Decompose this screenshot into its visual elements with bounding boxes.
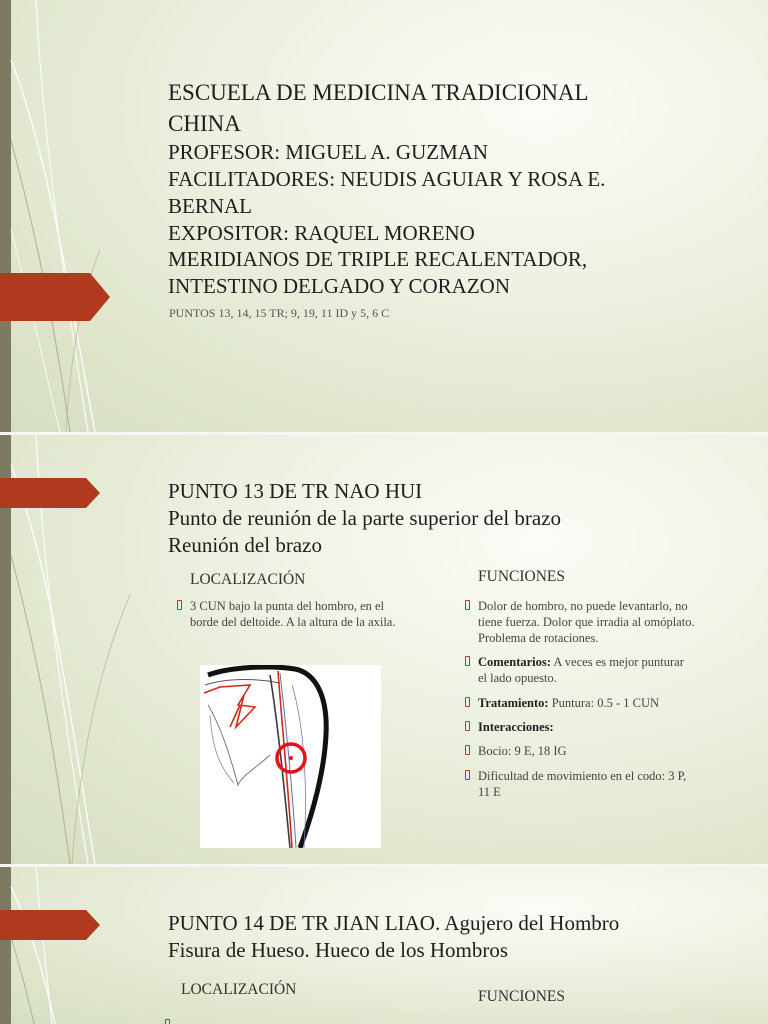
slide-title-line: Punto de reunión de la parte superior del brazo (168, 506, 562, 530)
slide-title (0, 0, 768, 432)
slide-title-line: Fisura de Hueso. Hueco de los Hombros (168, 938, 509, 962)
bullet-icon (465, 656, 470, 666)
localizacion-bullet (190, 598, 395, 630)
bullet-line: Problema de rotaciones. (478, 631, 599, 645)
title-line: PROFESOR: MIGUEL A. GUZMAN (168, 140, 489, 164)
funciones-heading: FUNCIONES (478, 988, 565, 1005)
funciones-bullet (478, 768, 686, 800)
bullet-line: 11 E (478, 785, 501, 799)
slide-title-line: PUNTO 14 DE TR JIAN LIAO. Agujero del Hombro (168, 911, 620, 935)
slide-punto-14 (0, 867, 768, 1024)
funciones-bullet (478, 598, 695, 646)
bullet-line (478, 654, 684, 670)
bullet-icon (177, 600, 182, 610)
funciones-bullet (478, 743, 567, 759)
localizacion-heading: LOCALIZACIÓN (190, 571, 306, 588)
red-tab-marker (0, 273, 110, 321)
bullet-line (478, 695, 659, 711)
bullet-label: Tratamiento: (478, 696, 549, 710)
bullet-line: Bocio: 9 E, 18 IG (478, 744, 567, 758)
bullet-icon (465, 697, 470, 707)
title-line: EXPOSITOR: RAQUEL MORENO (168, 221, 475, 245)
slide-title-line: Reunión del brazo (168, 533, 322, 557)
funciones-heading: FUNCIONES (478, 568, 565, 585)
bullet-line: borde del deltoide. A la altura de la axila. (190, 615, 396, 629)
bullet-icon (465, 745, 470, 755)
slide-subtitle: PUNTOS 13, 14, 15 TR; 9, 19, 11 ID y 5, 6 C (169, 306, 390, 320)
slide-title-line: PUNTO 13 DE TR NAO HUI (168, 479, 423, 503)
bullet-text: Puntura: 0.5 - 1 CUN (548, 696, 660, 710)
bullet-line: Dificultad de movimiento en el codo: 3 P, (478, 769, 687, 783)
bullet-icon (165, 1019, 170, 1024)
title-line: MERIDIANOS DE TRIPLE RECALENTADOR, (168, 247, 588, 271)
bullet-line (478, 719, 554, 735)
title-line: INTESTINO DELGADO Y CORAZON (168, 274, 510, 298)
bullet-icon (465, 600, 470, 610)
red-tab-marker (0, 910, 100, 940)
bullet-text: A veces es mejor punturar (550, 655, 684, 669)
title-line: FACILITADORES: NEUDIS AGUIAR Y ROSA E. (168, 167, 606, 191)
title-line: ESCUELA DE MEDICINA TRADICIONAL (168, 80, 589, 105)
arm-anatomy-illustration (200, 665, 381, 848)
slide-punto-13 (0, 435, 768, 864)
bullet-icon (465, 721, 470, 731)
bullet-label: Interacciones: (478, 720, 554, 734)
bullet-label: Comentarios: (478, 655, 551, 669)
title-line: BERNAL (168, 194, 252, 218)
bullet-line: tiene fuerza. Dolor que irradia al omóplato. (478, 615, 695, 629)
bullet-line: el lado opuesto. (478, 671, 557, 685)
localizacion-heading: LOCALIZACIÓN (181, 981, 297, 998)
red-tab-marker (0, 478, 100, 508)
decorative-curves (0, 867, 140, 1024)
title-line: CHINA (168, 111, 241, 136)
funciones-bullet (478, 719, 554, 735)
funciones-bullet (478, 654, 684, 686)
funciones-bullet (478, 695, 659, 711)
bullet-line: 3 CUN bajo la punta del hombro, en el (190, 599, 385, 613)
bullet-line: Dolor de hombro, no puede levantarlo, no (478, 599, 688, 613)
bullet-icon (465, 770, 470, 780)
decorative-curves (0, 0, 140, 432)
